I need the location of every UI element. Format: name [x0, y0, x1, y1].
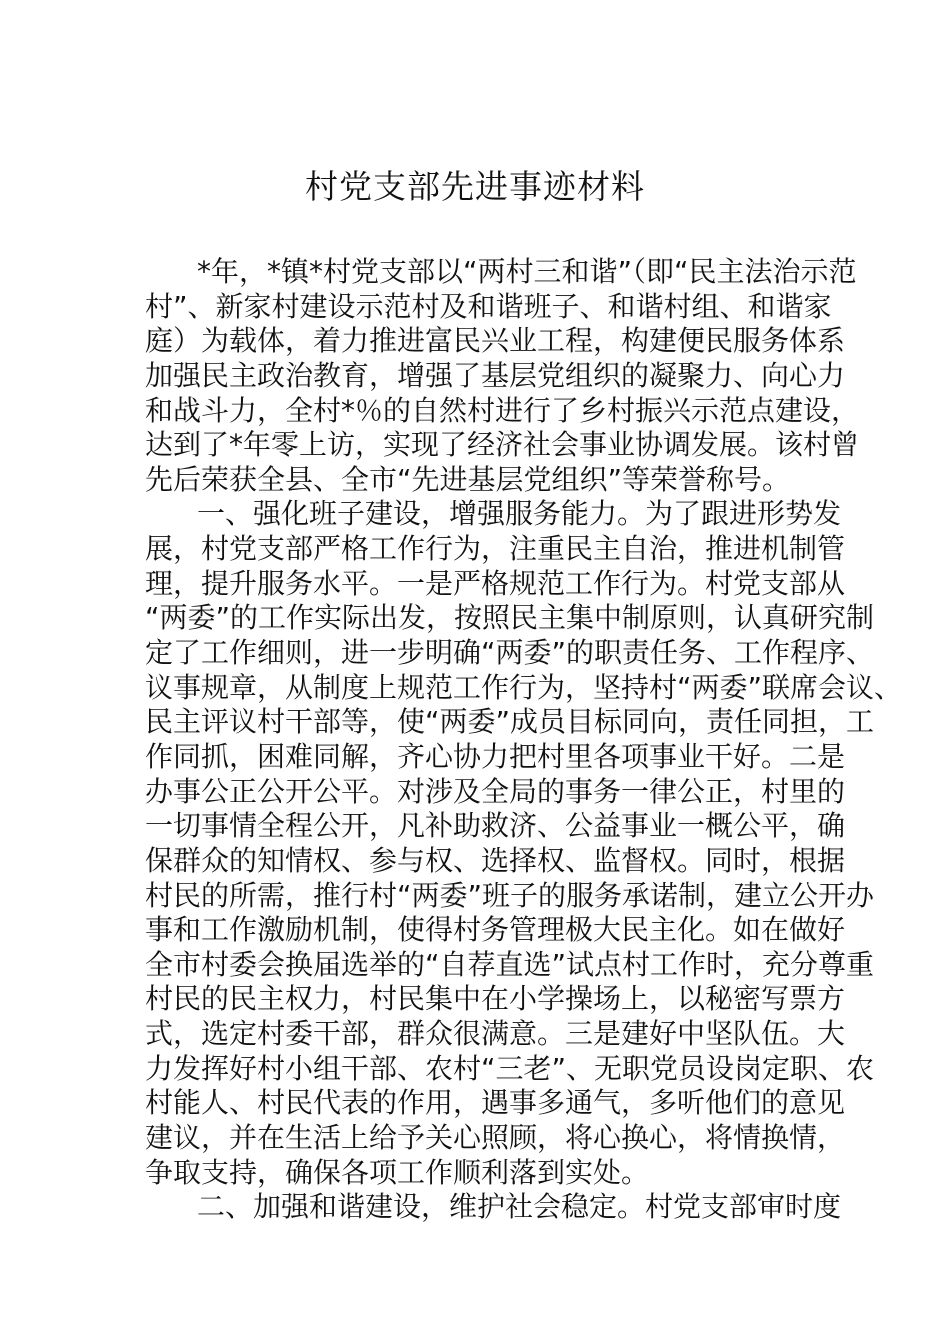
document-title: 村党支部先进事迹材料 — [305, 167, 645, 206]
paragraph-line: 一、强化班子建设，增强服务能力。为了跟进形势发 — [197, 497, 842, 531]
paragraph-line: 村”、新家村建设示范村及和谐班子、和谐村组、和谐家 — [145, 289, 832, 323]
paragraph-line: 事和工作激励机制，使得村务管理极大民主化。如在做好 — [145, 913, 846, 947]
paragraph-line: 达到了*年零上访，实现了经济社会事业协调发展。该村曾 — [145, 428, 860, 462]
paragraph-line: 办事公正公开公平。对涉及全局的事务一律公正，村里的 — [145, 774, 846, 808]
paragraph-line: 理，提升服务水平。一是严格规范工作行为。村党支部从 — [145, 566, 846, 600]
paragraph-line: 庭）为载体，着力推进富民兴业工程，构建便民服务体系 — [145, 324, 846, 358]
paragraph-line: 建议，并在生活上给予关心照顾，将心换心，将情换情， — [145, 1121, 846, 1155]
paragraph-line: 议事规章，从制度上规范工作行为，坚持村“两委”联席会议、 — [145, 670, 903, 704]
paragraph-line: 村民的民主权力，村民集中在小学操场上，以秘密写票方 — [145, 982, 846, 1016]
paragraph-line: 村能人、村民代表的作用，遇事多通气，多听他们的意见 — [145, 1086, 846, 1120]
paragraph-line: 定了工作细则，进一步明确“两委”的职责任务、工作程序、 — [145, 636, 875, 670]
paragraph-line: 力发挥好村小组干部、农村“三老”、无职党员设岗定职、农 — [145, 1051, 875, 1085]
paragraph-line: “两委”的工作实际出发，按照民主集中制原则，认真研究制 — [145, 601, 875, 635]
paragraph-line: *年，*镇*村党支部以“两村三和谐”（即“民主法治示范 — [197, 255, 857, 288]
paragraph-line: 全市村委会换届选举的“自荐直选”试点村工作时，充分尊重 — [145, 947, 875, 981]
paragraph-line: 作同抓，困难同解，齐心协力把村里各项事业干好。二是 — [145, 739, 846, 773]
paragraph-line: 民主评议村干部等，使“两委”成员目标同向，责任同担，工 — [145, 705, 875, 739]
paragraph-line: 一切事情全程公开，凡补助救济、公益事业一概公平，确 — [145, 809, 846, 843]
paragraph-line: 争取支持，确保各项工作顺利落到实处。 — [145, 1155, 650, 1189]
paragraph-line: 展，村党支部严格工作行为，注重民主自治，推进机制管 — [145, 532, 846, 566]
paragraph-line: 加强民主政治教育，增强了基层党组织的凝聚力、向心力 — [145, 358, 846, 392]
paragraph-line: 先后荣获全县、全市“先进基层党组织”等荣誉称号。 — [145, 462, 791, 496]
paragraph-line: 和战斗力，全村*％的自然村进行了乡村振兴示范点建设， — [145, 393, 860, 427]
paragraph-line: 村民的所需，推行村“两委”班子的服务承诺制，建立公开办 — [145, 878, 875, 912]
paragraph-line: 保群众的知情权、参与权、选择权、监督权。同时，根据 — [145, 843, 846, 877]
paragraph-line: 二、加强和谐建设，维护社会稳定。村党支部审时度 — [197, 1190, 842, 1224]
paragraph-line: 式，选定村委干部，群众很满意。三是建好中坚队伍。大 — [145, 1017, 846, 1051]
document-body — [145, 255, 903, 1225]
